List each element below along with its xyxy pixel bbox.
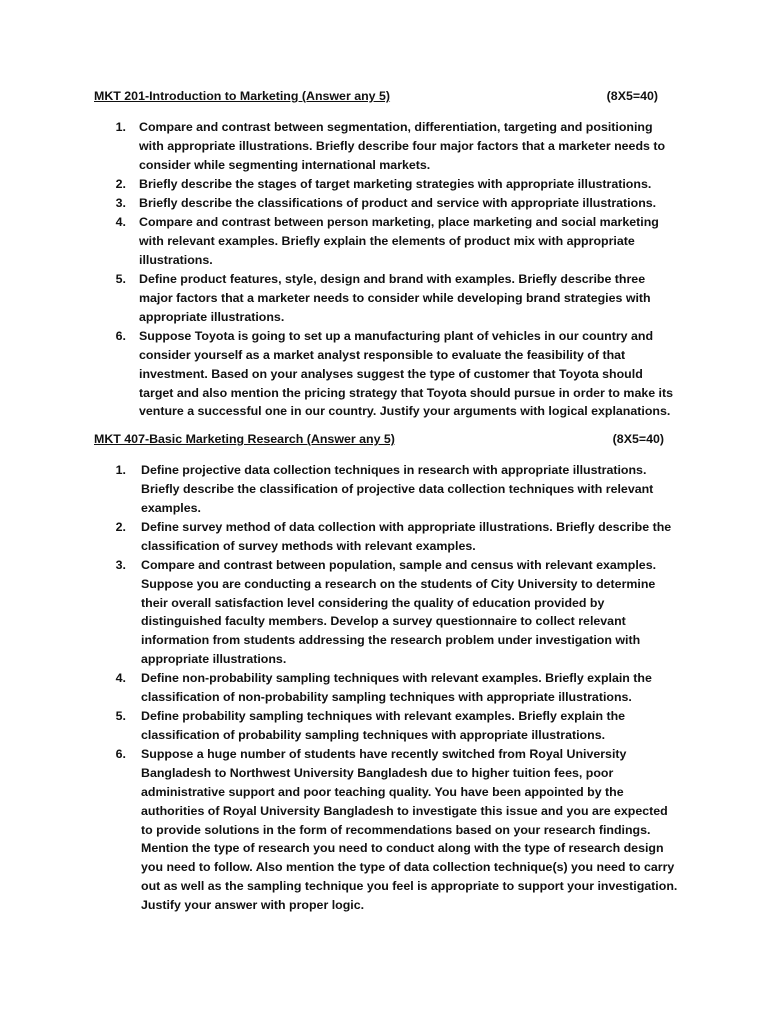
- question-text: Define non-probability sampling techniques with relevant examples. Briefly explain the classification of non-probability sampling techniques with appropriate illustrations.: [141, 671, 652, 705]
- question-item: [94, 213, 679, 269]
- question-number: 3.: [115, 557, 126, 572]
- question-text: Define projective data collection techniques in research with appropriate illustrations. Briefly describe the classification of projective data collection techniques with relevant examples.: [141, 463, 654, 515]
- question-item: [94, 194, 679, 213]
- section-1-heading: [94, 87, 658, 106]
- question-item: [94, 745, 679, 914]
- question-text: Suppose Toyota is going to set up a manufacturing plant of vehicles in our country and consider yourself as a market analyst responsible to evaluate the feasibility of that investment. Based on your analyses suggest the type of customer that Toyota should target and also mention the pricing strategy that Toyota should pursue in order to make its venture a successful one in our country. Justify your arguments with logical explanations.: [139, 329, 674, 419]
- question-item: [94, 518, 679, 556]
- question-text: Compare and contrast between segmentation, differentiation, targeting and positioning with appropriate illustrations. Briefly describe four major factors that a marketer needs to consider while segmenting international markets.: [139, 120, 666, 172]
- section-2-heading: [94, 430, 664, 449]
- question-text: Briefly describe the stages of target marketing strategies with appropriate illustrations.: [139, 176, 652, 191]
- question-number: 1.: [115, 120, 126, 134]
- question-number: 4.: [115, 671, 126, 686]
- question-number: 5.: [115, 272, 126, 287]
- question-item: [94, 707, 679, 745]
- question-number: 2.: [115, 519, 126, 534]
- question-text: Compare and contrast between population, sample and census with relevant examples. Suppose you are conducting a research on the students of City University to determine their overall satisfaction level considering the quality of education provided by distinguished faculty members. Develop a survey questionnaire to collect relevant information from students addressing the research problem under investigation with appropriate illustrations.: [141, 557, 657, 666]
- question-number: 5.: [115, 709, 126, 724]
- section-1-marks: (8X5=40): [606, 89, 658, 103]
- question-item: [94, 175, 679, 194]
- question-number: 4.: [115, 215, 126, 230]
- question-number: 2.: [115, 176, 126, 191]
- question-item: [94, 118, 679, 174]
- section-2-title: MKT 407-Basic Marketing Research (Answer any 5): [94, 432, 395, 446]
- section-2-question-list: [94, 461, 679, 915]
- question-text: Briefly describe the classifications of product and service with appropriate illustrations.: [139, 196, 657, 211]
- question-text: Suppose a huge number of students have recently switched from Royal University Bangladesh to Northwest University Bangladesh due to higher tuition fees, poor administrative support and poor teaching quality. You have been appointed by the authorities of Royal University Bangladesh to investigate this issue and you are expected to provide solutions in the form of recommendations based on your research findings. Mention the type of research you need to conduct along with the type of research design you need to follow. Also mention the type of data collection technique(s) you need to carry out as well as the sampling technique you feel is appropriate to support your investigation. Justify your answer with proper logic.: [141, 747, 678, 912]
- section-2-marks: (8X5=40): [612, 432, 664, 446]
- question-number: 3.: [115, 196, 126, 211]
- question-text: Compare and contrast between person marketing, place marketing and social marketing with relevant examples. Briefly explain the elements of product mix with appropriate illustrations.: [139, 215, 659, 268]
- section-1-question-list: [94, 118, 679, 422]
- question-item: [94, 461, 679, 517]
- question-item: [94, 327, 679, 421]
- question-number: 6.: [115, 329, 126, 344]
- question-item: [94, 669, 679, 707]
- question-number: 6.: [115, 747, 126, 762]
- question-item: [94, 556, 679, 669]
- question-text: Define survey method of data collection with appropriate illustrations. Briefly describe the classification of survey methods with relevant examples.: [141, 519, 672, 553]
- question-text: Define product features, style, design and brand with examples. Briefly describe three major factors that a marketer needs to consider while developing brand strategies with appropriate illustrations.: [139, 272, 651, 324]
- question-text: Define probability sampling techniques with relevant examples. Briefly explain the classification of probability sampling techniques with appropriate illustrations.: [141, 709, 626, 743]
- section-1-title: MKT 201-Introduction to Marketing (Answer any 5): [94, 89, 391, 103]
- question-number: 1.: [115, 463, 126, 477]
- question-item: [94, 270, 679, 326]
